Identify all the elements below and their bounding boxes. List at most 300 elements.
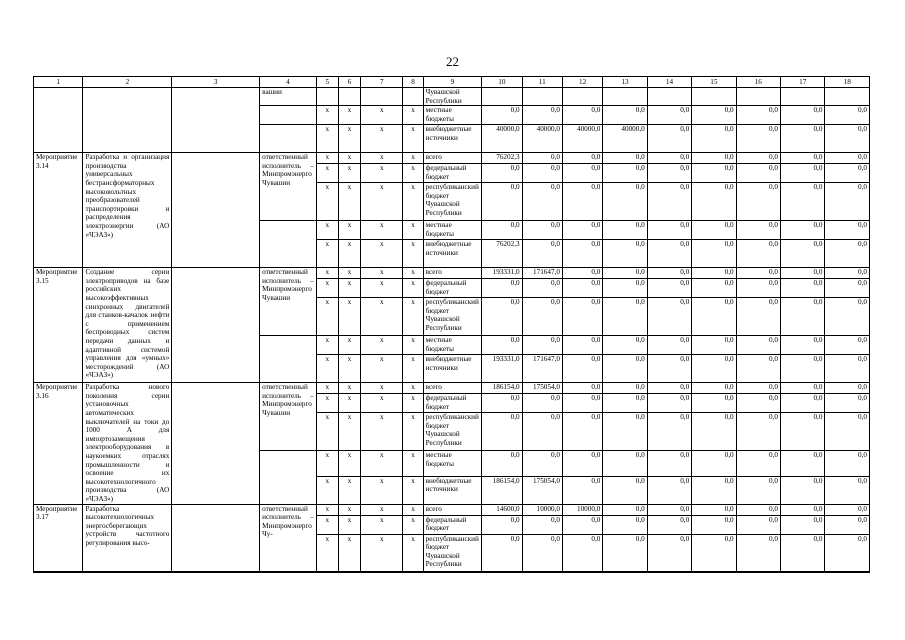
col-header: 6 — [338, 77, 360, 88]
code-cell: х — [361, 383, 403, 394]
amount-cell: 0,0 — [562, 240, 602, 268]
amount-cell: 0,0 — [692, 240, 736, 268]
amount-cell: 0,0 — [647, 125, 691, 153]
measure-col3 — [172, 504, 260, 572]
amount-cell: 0,0 — [736, 183, 780, 221]
code-cell: х — [338, 183, 360, 221]
code-cell: х — [361, 106, 403, 125]
col-header: 1 — [34, 77, 83, 88]
amount-cell: 193331,0 — [482, 355, 522, 383]
code-cell: х — [403, 221, 423, 240]
amount-cell: 0,0 — [603, 534, 647, 572]
code-cell: х — [361, 221, 403, 240]
code-cell: х — [403, 451, 423, 476]
code-cell: х — [338, 534, 360, 572]
amount-cell: 0,0 — [482, 515, 522, 534]
code-cell: х — [338, 476, 360, 504]
executor-cell: ответственный исполнитель – Минпромэнерго Чувашии — [260, 268, 317, 336]
amount-cell: 0,0 — [825, 534, 870, 572]
amount-cell: 0,0 — [647, 413, 691, 451]
measure-text — [83, 88, 172, 153]
amount-cell: 0,0 — [692, 183, 736, 221]
amount-cell: 0,0 — [603, 515, 647, 534]
col-header: 12 — [562, 77, 602, 88]
amount-cell: 0,0 — [736, 476, 780, 504]
amount-cell: 0,0 — [482, 221, 522, 240]
amount-cell: 0,0 — [647, 183, 691, 221]
executor-cell — [260, 125, 317, 153]
amount-cell: 0,0 — [825, 336, 870, 355]
amount-cell — [562, 88, 602, 106]
amount-cell: 0,0 — [647, 383, 691, 394]
code-cell: х — [403, 355, 423, 383]
funding-source: федеральный бюджет — [423, 279, 482, 298]
amount-cell: 0,0 — [562, 476, 602, 504]
budget-table — [33, 76, 870, 573]
code-cell: х — [316, 413, 338, 451]
column-number-header — [34, 77, 870, 88]
amount-cell — [736, 88, 780, 106]
amount-cell: 0,0 — [825, 298, 870, 336]
amount-cell: 0,0 — [825, 394, 870, 413]
amount-cell: 40000,0 — [482, 125, 522, 153]
funding-source: республиканский бюджет Чувашской Республики — [423, 534, 482, 572]
code-cell: х — [316, 164, 338, 183]
code-cell: х — [361, 534, 403, 572]
code-cell: х — [403, 106, 423, 125]
col-header: 3 — [172, 77, 260, 88]
code-cell: х — [338, 279, 360, 298]
amount-cell: 0,0 — [825, 504, 870, 515]
col-header: 8 — [403, 77, 423, 88]
amount-cell: 0,0 — [781, 515, 825, 534]
amount-cell: 0,0 — [647, 504, 691, 515]
code-cell: х — [338, 240, 360, 268]
measure-col3 — [172, 153, 260, 268]
amount-cell: 0,0 — [482, 164, 522, 183]
amount-cell: 0,0 — [482, 279, 522, 298]
amount-cell: 0,0 — [562, 153, 602, 164]
amount-cell: 0,0 — [825, 383, 870, 394]
amount-cell: 0,0 — [692, 413, 736, 451]
funding-source: федеральный бюджет — [423, 164, 482, 183]
amount-cell: 0,0 — [781, 279, 825, 298]
amount-cell: 0,0 — [825, 413, 870, 451]
amount-cell: 0,0 — [482, 298, 522, 336]
amount-cell: 0,0 — [781, 183, 825, 221]
amount-cell: 0,0 — [603, 164, 647, 183]
amount-cell: 0,0 — [692, 476, 736, 504]
col-header: 17 — [781, 77, 825, 88]
amount-cell: 175054,0 — [522, 476, 562, 504]
amount-cell: 0,0 — [603, 476, 647, 504]
code-cell: х — [361, 153, 403, 164]
amount-cell: 0,0 — [692, 515, 736, 534]
amount-cell: 0,0 — [647, 515, 691, 534]
funding-source: федеральный бюджет — [423, 394, 482, 413]
amount-cell: 0,0 — [562, 534, 602, 572]
amount-cell: 0,0 — [603, 221, 647, 240]
amount-cell: 0,0 — [522, 279, 562, 298]
code-cell: х — [338, 153, 360, 164]
amount-cell: 0,0 — [736, 279, 780, 298]
amount-cell: 0,0 — [603, 106, 647, 125]
code-cell: х — [403, 534, 423, 572]
code-cell: х — [338, 355, 360, 383]
code-cell: х — [361, 451, 403, 476]
amount-cell: 0,0 — [482, 534, 522, 572]
amount-cell: 10000,0 — [522, 504, 562, 515]
measure-col3 — [172, 268, 260, 383]
code-cell: х — [338, 221, 360, 240]
amount-cell — [482, 88, 522, 106]
code-cell: х — [338, 106, 360, 125]
measure-text: Разработка высокотехнологичных энергосберегающих устройств частотного регулирования высо- — [83, 504, 172, 572]
amount-cell: 0,0 — [647, 355, 691, 383]
code-cell: х — [361, 125, 403, 153]
amount-cell: 0,0 — [522, 298, 562, 336]
table-row — [34, 383, 870, 394]
table-body — [34, 88, 870, 573]
amount-cell — [522, 88, 562, 106]
amount-cell: 0,0 — [562, 355, 602, 383]
code-cell: х — [316, 153, 338, 164]
amount-cell: 0,0 — [692, 355, 736, 383]
amount-cell: 0,0 — [825, 515, 870, 534]
amount-cell: 0,0 — [736, 451, 780, 476]
amount-cell: 0,0 — [647, 336, 691, 355]
amount-cell: 0,0 — [647, 106, 691, 125]
executor-cell — [260, 106, 317, 125]
amount-cell: 0,0 — [562, 106, 602, 125]
amount-cell: 0,0 — [736, 153, 780, 164]
amount-cell: 0,0 — [692, 106, 736, 125]
code-cell: х — [338, 451, 360, 476]
amount-cell: 0,0 — [647, 221, 691, 240]
amount-cell: 0,0 — [692, 125, 736, 153]
amount-cell: 0,0 — [692, 221, 736, 240]
amount-cell — [825, 88, 870, 106]
amount-cell: 0,0 — [736, 221, 780, 240]
code-cell: х — [338, 515, 360, 534]
col-header: 13 — [603, 77, 647, 88]
code-cell: х — [316, 336, 338, 355]
amount-cell: 0,0 — [603, 240, 647, 268]
measure-id — [34, 88, 83, 153]
code-cell: х — [403, 476, 423, 504]
amount-cell: 0,0 — [781, 383, 825, 394]
amount-cell: 0,0 — [825, 268, 870, 279]
funding-source: всего — [423, 268, 482, 279]
code-cell: х — [361, 279, 403, 298]
amount-cell: 0,0 — [562, 221, 602, 240]
code-cell: х — [316, 383, 338, 394]
code-cell: х — [338, 336, 360, 355]
code-cell: х — [361, 355, 403, 383]
funding-source: местные бюджеты — [423, 336, 482, 355]
amount-cell: 171647,0 — [522, 268, 562, 279]
code-cell: х — [361, 476, 403, 504]
amount-cell: 0,0 — [647, 451, 691, 476]
amount-cell: 0,0 — [781, 476, 825, 504]
measure-col3 — [172, 88, 260, 153]
col-header: 9 — [423, 77, 482, 88]
amount-cell: 76202,3 — [482, 240, 522, 268]
amount-cell: 0,0 — [647, 240, 691, 268]
amount-cell: 0,0 — [647, 268, 691, 279]
amount-cell: 0,0 — [603, 394, 647, 413]
amount-cell: 0,0 — [692, 279, 736, 298]
code-cell: х — [338, 125, 360, 153]
code-cell: х — [361, 240, 403, 268]
code-cell: х — [361, 268, 403, 279]
code-cell: х — [338, 268, 360, 279]
amount-cell: 0,0 — [736, 355, 780, 383]
amount-cell: 0,0 — [562, 515, 602, 534]
amount-cell: 0,0 — [736, 413, 780, 451]
amount-cell: 0,0 — [692, 394, 736, 413]
executor-cell: ответственный исполнитель – Минпромэнерго Чувашии — [260, 153, 317, 221]
code-cell: х — [361, 413, 403, 451]
amount-cell: 186154,0 — [482, 476, 522, 504]
code-cell: х — [338, 164, 360, 183]
amount-cell: 0,0 — [522, 221, 562, 240]
amount-cell: 0,0 — [736, 298, 780, 336]
code-cell: х — [361, 504, 403, 515]
col-header: 5 — [316, 77, 338, 88]
code-cell: х — [361, 394, 403, 413]
amount-cell: 0,0 — [603, 413, 647, 451]
amount-cell: 0,0 — [562, 383, 602, 394]
funding-source: федеральный бюджет — [423, 515, 482, 534]
amount-cell — [781, 88, 825, 106]
measure-text: Создание серии электроприводов на базе российских высокоэффективных синхронных двигателей для станков-качалок нефти с применением беспроводных систем передачи данных и адаптивной системой управления для «умных» месторождений (АО «ЧЭАЗ») — [83, 268, 172, 383]
amount-cell: 0,0 — [825, 125, 870, 153]
amount-cell: 0,0 — [692, 451, 736, 476]
code-cell: х — [403, 394, 423, 413]
col-header: 7 — [361, 77, 403, 88]
amount-cell: 0,0 — [825, 451, 870, 476]
executor-cell — [260, 451, 317, 504]
amount-cell: 0,0 — [603, 279, 647, 298]
measure-id: Мероприятие 3.15 — [34, 268, 83, 383]
col-header: 16 — [736, 77, 780, 88]
code-cell: х — [361, 515, 403, 534]
col-header: 2 — [83, 77, 172, 88]
amount-cell: 0,0 — [825, 355, 870, 383]
code-cell: х — [338, 413, 360, 451]
col-header: 15 — [692, 77, 736, 88]
amount-cell: 0,0 — [781, 451, 825, 476]
amount-cell: 0,0 — [647, 476, 691, 504]
code-cell: х — [403, 279, 423, 298]
amount-cell: 40000,0 — [562, 125, 602, 153]
amount-cell: 193331,0 — [482, 268, 522, 279]
code-cell: х — [403, 515, 423, 534]
code-cell: х — [316, 240, 338, 268]
code-cell — [316, 88, 338, 106]
funding-source: всего — [423, 383, 482, 394]
amount-cell: 0,0 — [482, 413, 522, 451]
funding-source: всего — [423, 504, 482, 515]
code-cell: х — [403, 240, 423, 268]
code-cell: х — [403, 336, 423, 355]
amount-cell: 0,0 — [825, 240, 870, 268]
code-cell: х — [403, 298, 423, 336]
col-header: 10 — [482, 77, 522, 88]
code-cell: х — [403, 125, 423, 153]
amount-cell: 0,0 — [562, 298, 602, 336]
col-header: 4 — [260, 77, 317, 88]
amount-cell: 0,0 — [522, 336, 562, 355]
measure-id: Мероприятие 3.14 — [34, 153, 83, 268]
col-header: 11 — [522, 77, 562, 88]
funding-source: Чувашской Республики — [423, 88, 482, 106]
amount-cell: 0,0 — [781, 504, 825, 515]
amount-cell: 0,0 — [781, 125, 825, 153]
measure-text: Разработка нового поколения серии установочных автоматических выключателей на токи до 1000 А для импортозамещения электрооборудования в наукоемких отраслях промышленности и освоение их высокотехнологичного производства (АО «ЧЭАЗ») — [83, 383, 172, 504]
amount-cell: 0,0 — [647, 279, 691, 298]
amount-cell: 0,0 — [736, 164, 780, 183]
amount-cell: 0,0 — [781, 268, 825, 279]
funding-source: внебюджетные источники — [423, 355, 482, 383]
amount-cell: 0,0 — [825, 183, 870, 221]
amount-cell: 0,0 — [781, 240, 825, 268]
code-cell: х — [403, 413, 423, 451]
amount-cell: 0,0 — [781, 336, 825, 355]
col-header: 18 — [825, 77, 870, 88]
funding-source: внебюджетные источники — [423, 125, 482, 153]
amount-cell: 0,0 — [482, 106, 522, 125]
amount-cell: 0,0 — [825, 279, 870, 298]
amount-cell: 0,0 — [522, 164, 562, 183]
amount-cell: 0,0 — [736, 504, 780, 515]
amount-cell: 0,0 — [781, 106, 825, 125]
amount-cell: 186154,0 — [482, 383, 522, 394]
funding-source: местные бюджеты — [423, 106, 482, 125]
code-cell — [338, 88, 360, 106]
table-row — [34, 88, 870, 106]
amount-cell: 0,0 — [692, 268, 736, 279]
code-cell: х — [316, 355, 338, 383]
amount-cell: 0,0 — [825, 476, 870, 504]
code-cell: х — [316, 451, 338, 476]
code-cell: х — [316, 183, 338, 221]
amount-cell: 0,0 — [736, 336, 780, 355]
amount-cell: 0,0 — [825, 164, 870, 183]
amount-cell: 0,0 — [736, 106, 780, 125]
amount-cell: 14600,0 — [482, 504, 522, 515]
amount-cell: 0,0 — [781, 221, 825, 240]
col-header: 14 — [647, 77, 691, 88]
code-cell: х — [403, 183, 423, 221]
amount-cell: 0,0 — [482, 451, 522, 476]
funding-source: всего — [423, 153, 482, 164]
amount-cell: 0,0 — [825, 106, 870, 125]
code-cell: х — [316, 394, 338, 413]
amount-cell: 0,0 — [522, 413, 562, 451]
executor-cell: ответственный исполнитель – Минпромэнерго Чувашии — [260, 383, 317, 451]
amount-cell: 76202,3 — [482, 153, 522, 164]
amount-cell: 0,0 — [603, 153, 647, 164]
code-cell — [403, 88, 423, 106]
executor-cell — [260, 336, 317, 383]
amount-cell — [603, 88, 647, 106]
amount-cell: 0,0 — [562, 164, 602, 183]
amount-cell — [647, 88, 691, 106]
amount-cell: 0,0 — [647, 164, 691, 183]
code-cell: х — [361, 183, 403, 221]
code-cell: х — [316, 534, 338, 572]
amount-cell: 0,0 — [603, 268, 647, 279]
amount-cell: 0,0 — [692, 504, 736, 515]
amount-cell: 0,0 — [603, 183, 647, 221]
amount-cell: 0,0 — [603, 336, 647, 355]
funding-source: внебюджетные источники — [423, 476, 482, 504]
funding-source: республиканский бюджет Чувашской Республики — [423, 298, 482, 336]
amount-cell: 0,0 — [781, 413, 825, 451]
amount-cell: 0,0 — [562, 394, 602, 413]
amount-cell: 0,0 — [522, 240, 562, 268]
amount-cell: 0,0 — [781, 534, 825, 572]
amount-cell: 0,0 — [781, 298, 825, 336]
code-cell: х — [316, 298, 338, 336]
page-number: 22 — [446, 54, 459, 69]
amount-cell: 0,0 — [522, 534, 562, 572]
code-cell: х — [316, 476, 338, 504]
measure-id: Мероприятие 3.16 — [34, 383, 83, 504]
executor-cell — [260, 221, 317, 268]
amount-cell: 0,0 — [781, 394, 825, 413]
amount-cell: 175054,0 — [522, 383, 562, 394]
measure-col3 — [172, 383, 260, 504]
amount-cell: 0,0 — [603, 355, 647, 383]
measure-text: Разработка и организация производства универсальных бестрансформаторных высоковольтных преобразователей транспортировки и распределения электроэнергии (АО «ЧЭАЗ») — [83, 153, 172, 268]
amount-cell: 0,0 — [522, 153, 562, 164]
code-cell: х — [403, 268, 423, 279]
amount-cell: 0,0 — [562, 413, 602, 451]
code-cell: х — [316, 221, 338, 240]
amount-cell: 0,0 — [647, 298, 691, 336]
amount-cell: 0,0 — [482, 336, 522, 355]
table-row — [34, 268, 870, 279]
amount-cell: 0,0 — [562, 183, 602, 221]
code-cell: х — [361, 336, 403, 355]
amount-cell — [692, 88, 736, 106]
amount-cell: 0,0 — [522, 451, 562, 476]
amount-cell: 0,0 — [603, 298, 647, 336]
executor-cell: ответственный исполнитель – Минпромэнерго Чу- — [260, 504, 317, 572]
amount-cell: 0,0 — [736, 125, 780, 153]
amount-cell: 0,0 — [647, 153, 691, 164]
code-cell: х — [316, 504, 338, 515]
code-cell: х — [338, 383, 360, 394]
amount-cell: 0,0 — [522, 515, 562, 534]
amount-cell: 0,0 — [692, 336, 736, 355]
code-cell: х — [403, 164, 423, 183]
amount-cell: 0,0 — [692, 383, 736, 394]
amount-cell: 0,0 — [736, 394, 780, 413]
code-cell: х — [361, 298, 403, 336]
amount-cell: 0,0 — [522, 183, 562, 221]
amount-cell: 0,0 — [603, 383, 647, 394]
amount-cell: 40000,0 — [522, 125, 562, 153]
measure-id: Мероприятие 3.17 — [34, 504, 83, 572]
amount-cell: 0,0 — [647, 394, 691, 413]
amount-cell: 0,0 — [692, 164, 736, 183]
amount-cell: 0,0 — [562, 279, 602, 298]
amount-cell: 0,0 — [522, 394, 562, 413]
